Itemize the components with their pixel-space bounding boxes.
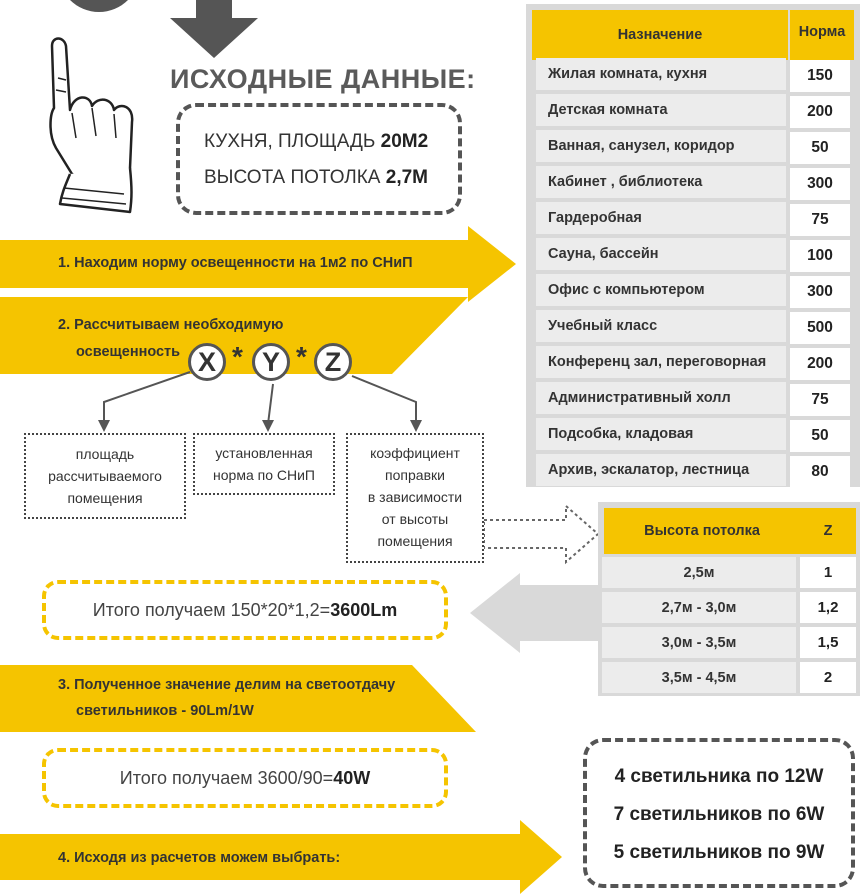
step2-text-line2: освещенность — [76, 344, 181, 360]
height-row-name: 2,7м - 3,0м — [602, 592, 796, 623]
norm-row-name: Архив, эскалатор, лестница — [536, 454, 786, 486]
norm-row-value: 300 — [790, 168, 850, 200]
norm-row-value: 100 — [790, 240, 850, 272]
norm-row-name: Кабинет , библиотека — [536, 166, 786, 198]
z-explain-line: поправки — [385, 467, 445, 483]
step4-text: 4. Исходя из расчетов можем выбрать: — [58, 850, 341, 866]
norm-row-name: Детская комната — [536, 94, 786, 126]
section-title: ИСХОДНЫЕ ДАННЫЕ: — [170, 64, 476, 94]
step3-text-line2: светильников - 90Lm/1W — [76, 703, 254, 719]
norm-row-value: 50 — [790, 420, 850, 452]
step3-text-line1: 3. Полученное значение делим на светоотдачу — [58, 677, 396, 693]
norm-row-value: 150 — [790, 60, 850, 92]
x-explain-line: помещения — [67, 490, 143, 506]
height-row-name: 3,5м - 4,5м — [602, 662, 796, 693]
norm-table — [526, 4, 860, 487]
height-row-value: 1,5 — [800, 627, 856, 658]
norm-header-value: Норма — [790, 10, 854, 60]
norm-row-name: Жилая комната, кухня — [536, 58, 786, 90]
down-arrow-icon — [170, 0, 258, 58]
norm-row-name: Конференц зал, переговорная — [536, 346, 786, 378]
result-watt-box: Итого получаем 3600/90=40W — [42, 748, 448, 808]
norm-row-value: 200 — [790, 96, 850, 128]
given-area-line: КУХНЯ, ПЛОЩАДЬ 20М2 — [204, 131, 429, 152]
norm-row-name: Гардеробная — [536, 202, 786, 234]
norm-row-name: Офис с компьютером — [536, 274, 786, 306]
z-explain-line: от высоты — [381, 511, 449, 527]
norm-row-value: 75 — [790, 204, 850, 236]
given-height-line: ВЫСОТА ПОТОЛКА 2,7М — [204, 167, 428, 188]
norm-row-name: Сауна, бассейн — [536, 238, 786, 270]
height-row-name: 3,0м - 3,5м — [602, 627, 796, 658]
pointing-hand-icon — [12, 18, 162, 218]
norm-row-name: Административный холл — [536, 382, 786, 414]
given-data-box — [176, 103, 462, 215]
formula-z: Z — [314, 343, 352, 381]
norm-row-name: Подсобка, кладовая — [536, 418, 786, 450]
height-row-name: 2,5м — [602, 557, 796, 588]
step3-band-shape — [0, 665, 476, 732]
height-header-name: Высота потолка — [604, 508, 800, 554]
y-explanation-box — [193, 433, 335, 495]
norm-row-value: 50 — [790, 132, 850, 164]
height-row-value: 1,2 — [800, 592, 856, 623]
to-height-table-arrow — [484, 506, 598, 562]
norm-row-name: Учебный класс — [536, 310, 786, 342]
z-explain-line: коэффициент — [370, 445, 460, 461]
norm-row-value: 75 — [790, 384, 850, 416]
step2-text-line1: 2. Рассчитываем необходимую — [58, 317, 284, 333]
formula-y: Y — [252, 343, 290, 381]
height-row-value: 1 — [800, 557, 856, 588]
result-lumen-box: Итого получаем 150*20*1,2=3600Lm — [42, 580, 448, 640]
z-explanation-box — [346, 433, 484, 563]
final-option-1: 4 светильника по 12W — [614, 766, 824, 787]
z-explain-line: помещения — [377, 533, 453, 549]
x-explain-line: рассчитываемого — [48, 468, 162, 484]
z-explain-line: в зависимости — [367, 489, 463, 505]
height-row-value: 2 — [800, 662, 856, 693]
from-height-table-arrow — [470, 573, 600, 653]
norm-row-name: Ванная, санузел, коридор — [536, 130, 786, 162]
formula-connectors — [104, 372, 416, 424]
norm-header-name: Назначение — [532, 10, 788, 60]
x-explanation-box — [24, 433, 186, 519]
norm-row-value: 80 — [790, 456, 850, 488]
final-option-2: 7 светильников по 6W — [613, 804, 825, 825]
norm-row-value: 500 — [790, 312, 850, 344]
norm-row-value: 200 — [790, 348, 850, 380]
final-options-box — [583, 738, 855, 888]
y-explain-line: установленная — [215, 445, 313, 461]
final-option-3: 5 светильников по 9W — [613, 842, 825, 863]
norm-row-value: 300 — [790, 276, 850, 308]
formula-star-1: * — [232, 341, 243, 372]
y-explain-line: норма по СНиП — [213, 467, 315, 483]
height-table — [598, 502, 860, 696]
step1-text: 1. Находим норму освещенности на 1м2 по СНиП — [58, 255, 413, 271]
x-explain-line: площадь — [75, 446, 135, 462]
height-header-value: Z — [800, 508, 856, 554]
formula-x: X — [188, 343, 226, 381]
formula-star-2: * — [296, 341, 307, 372]
